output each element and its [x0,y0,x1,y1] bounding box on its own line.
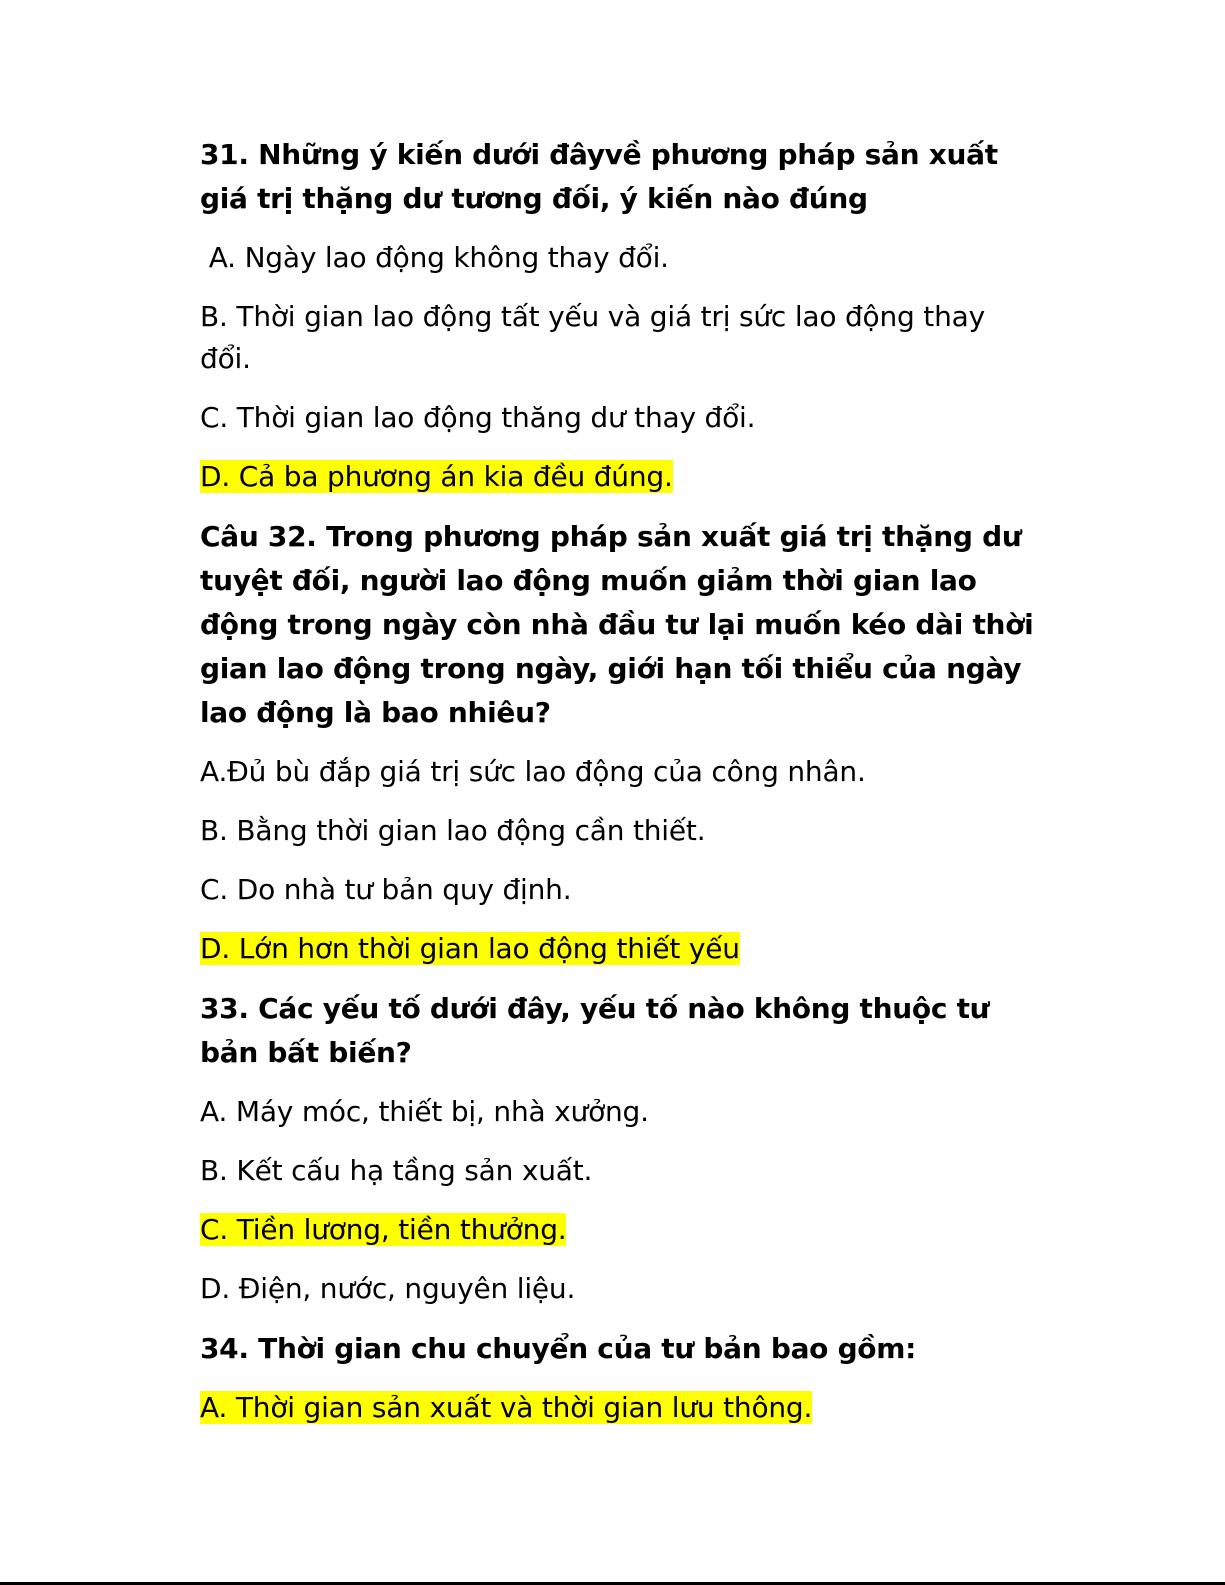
q32-option-d-answer [200,928,1040,970]
q31-option-c: C. Thời gian lao động thăng dư thay đổi. [200,401,756,434]
q31-option-a: A. Ngày lao động không thay đổi. [200,241,669,274]
highlighted-answer: A. Thời gian sản xuất và thời gian lưu thông. [200,1391,813,1424]
q34-option-a-answer [200,1387,1040,1429]
q33-option-b: B. Kết cấu hạ tầng sản xuất. [200,1154,593,1187]
question-33: 33. Các yếu tố dưới đây, yếu tố nào không thuộc tư bản bất biến? [200,992,990,1069]
highlighted-answer: D. Lớn hơn thời gian lao động thiết yếu [200,932,740,965]
q31-option-d-answer [200,456,1040,498]
q32-option-c: C. Do nhà tư bản quy định. [200,873,572,906]
question-34: 34. Thời gian chu chuyển của tư bản bao gồm: [200,1332,917,1365]
highlighted-answer: D. Cả ba phương án kia đều đúng. [200,460,673,493]
q33-option-d: D. Điện, nước, nguyên liệu. [200,1272,576,1305]
highlighted-answer: C. Tiền lương, tiền thưởng. [200,1213,567,1246]
question-31: 31. Những ý kiến dưới đâyvề phương pháp sản xuất giá trị thặng dư tương đối, ý kiến nào đúng [200,138,998,215]
question-32: Câu 32. Trong phương pháp sản xuất giá trị thặng dư tuyệt đối, người lao động muốn giảm thời gian lao động trong ngày còn nhà đầu tư lại muốn kéo dài thời gian lao động trong ngày, giới hạn tối thiểu của ngày lao động là bao nhiêu? [200,520,1034,729]
q32-option-b: B. Bằng thời gian lao động cần thiết. [200,814,706,847]
q33-option-c-answer [200,1209,1040,1251]
q33-option-a: A. Máy móc, thiết bị, nhà xưởng. [200,1095,649,1128]
q32-option-a: A.Đủ bù đắp giá trị sức lao động của công nhân. [200,755,866,788]
q31-option-b: B. Thời gian lao động tất yếu và giá trị sức lao động thay đổi. [200,300,985,375]
document-body [200,133,1040,1446]
